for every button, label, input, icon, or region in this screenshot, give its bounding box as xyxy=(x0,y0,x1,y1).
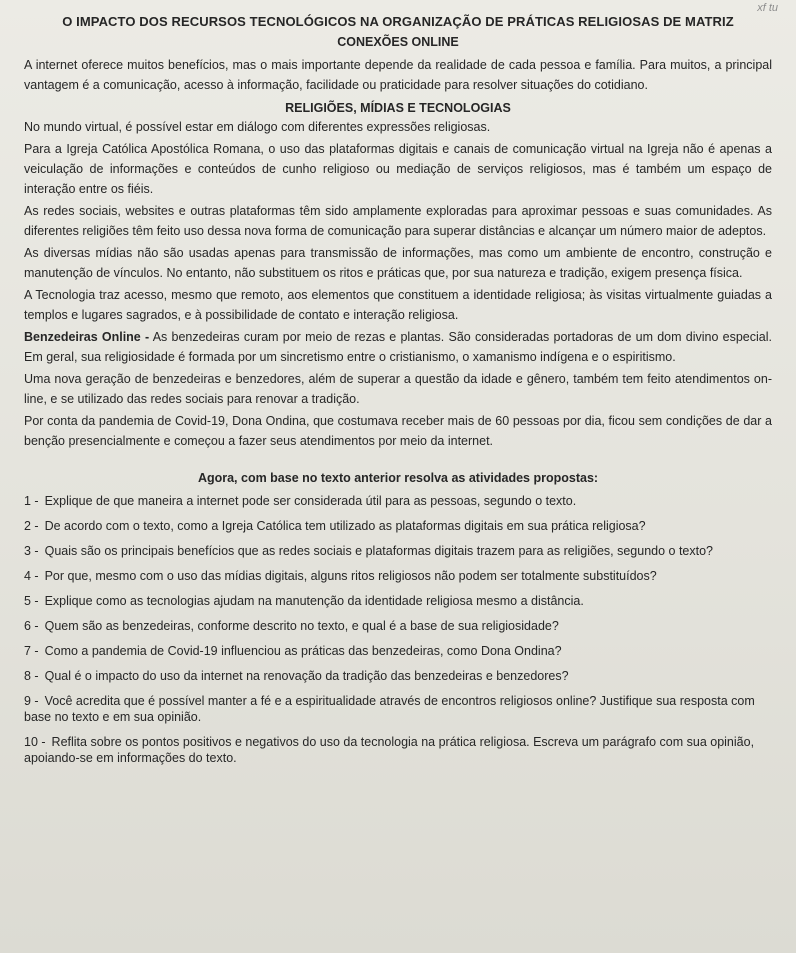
benzedeiras-text: As benzedeiras curam por meio de rezas e plantas. São consideradas portadoras de um dom divino especial. Em geral, sua religiosidade é formada por um sincretismo entre o cristianismo, o xamanismo indígena e o espiritismo. xyxy=(24,330,772,364)
body-paragraph: No mundo virtual, é possível estar em diálogo com diferentes expressões religiosas. xyxy=(24,120,491,134)
page-subtitle: CONEXÕES ONLINE xyxy=(337,35,459,49)
question-list xyxy=(24,493,772,766)
benzedeiras-paragraph xyxy=(24,327,772,367)
question-number: 3 - xyxy=(24,544,39,558)
handwritten-scribble: xf tu xyxy=(757,2,778,14)
question-number: 9 - xyxy=(24,694,39,708)
body-paragraph: As redes sociais, websites e outras plataformas têm sido amplamente exploradas para aproximar pessoas e suas comunidades. As diferentes religiões têm feito uso dessa nova forma de comunicação para superar distâncias e alcançar um número maior de adeptos. xyxy=(24,204,772,238)
question-number: 2 - xyxy=(24,519,39,533)
question-text: Explique de que maneira a internet pode ser considerada útil para as pessoas, segundo o texto. xyxy=(44,494,577,508)
question-text: Você acredita que é possível manter a fé e a espiritualidade através de encontros religiosos online? Justifique sua resposta com base no texto e em sua opinião. xyxy=(24,694,755,724)
body-paragraph: As diversas mídias não são usadas apenas para transmissão de informações, mas como um ambiente de encontro, construção e manutenção de vínculos. No entanto, não substituem os ritos e práticas que, por sua natureza e tradição, exigem presença física. xyxy=(24,246,772,280)
question-text: Qual é o impacto do uso da internet na renovação da tradição das benzedeiras e benzedores? xyxy=(44,669,569,683)
question-text: Como a pandemia de Covid-19 influenciou as práticas das benzedeiras, como Dona Ondina? xyxy=(44,644,562,658)
question-item xyxy=(24,643,772,659)
question-number: 10 - xyxy=(24,735,46,749)
question-text: Quem são as benzedeiras, conforme descrito no texto, e qual é a base de sua religiosidade? xyxy=(44,619,559,633)
question-number: 7 - xyxy=(24,644,39,658)
question-item xyxy=(24,493,772,509)
question-number: 6 - xyxy=(24,619,39,633)
question-text: Por que, mesmo com o uso das mídias digitais, alguns ritos religiosos não podem ser totalmente substituídos? xyxy=(44,569,657,583)
question-item xyxy=(24,518,772,534)
question-item xyxy=(24,668,772,684)
question-text: Quais são os principais benefícios que as redes sociais e plataformas digitais trazem para as religiões, segundo o texto? xyxy=(44,544,714,558)
question-number: 5 - xyxy=(24,594,39,608)
intro-paragraph: A internet oferece muitos benefícios, mas o mais importante depende da realidade de cada pessoa e família. Para muitos, a principal vantagem é a comunicação, acesso à informação, facilidade ou praticidade para resolver situações do cotidiano. xyxy=(24,58,772,92)
question-text: Explique como as tecnologias ajudam na manutenção da identidade religiosa mesmo a distância. xyxy=(44,594,584,608)
question-item xyxy=(24,734,772,766)
body-paragraph: Por conta da pandemia de Covid-19, Dona Ondina, que costumava receber mais de 60 pessoas por dia, ficou sem condições de dar a benção presencialmente e começou a fazer seus atendimentos por meio da internet. xyxy=(24,414,772,448)
question-item xyxy=(24,568,772,584)
body-paragraph: Para a Igreja Católica Apostólica Romana, o uso das plataformas digitais e canais de comunicação virtual na Igreja não é apenas a veiculação de informações e conteúdos de cunho religioso ou mediação de serviços religiosos, mas é também um espaço de interação entre os fiéis. xyxy=(24,142,772,196)
page-title: O IMPACTO DOS RECURSOS TECNOLÓGICOS NA ORGANIZAÇÃO DE PRÁTICAS RELIGIOSAS DE MATRIZ xyxy=(62,14,734,29)
question-number: 4 - xyxy=(24,569,39,583)
question-text: Reflita sobre os pontos positivos e negativos do uso da tecnologia na prática religiosa. Escreva um parágrafo com sua opinião, apoiando-se em informações do texto. xyxy=(24,735,755,765)
section-title: RELIGIÕES, MÍDIAS E TECNOLOGIAS xyxy=(285,101,511,115)
activity-instruction: Agora, com base no texto anterior resolva as atividades propostas: xyxy=(197,471,599,485)
question-item xyxy=(24,593,772,609)
question-item xyxy=(24,543,772,559)
benzedeiras-lead: Benzedeiras Online - xyxy=(24,330,150,344)
question-item xyxy=(24,693,772,725)
question-number: 8 - xyxy=(24,669,39,683)
body-paragraph: Uma nova geração de benzedeiras e benzedores, além de superar a questão da idade e gênero, também tem feito atendimentos on-line, e se utilizado das redes sociais para renovar a tradição. xyxy=(24,372,772,406)
question-item xyxy=(24,618,772,634)
question-text: De acordo com o texto, como a Igreja Católica tem utilizado as plataformas digitais em sua prática religiosa? xyxy=(44,519,646,533)
body-paragraph: A Tecnologia traz acesso, mesmo que remoto, aos elementos que constituem a identidade religiosa; às visitas virtualmente guiadas a templos e lugares sagrados, e à possibilidade de contato e interação religiosa. xyxy=(24,288,772,322)
question-number: 1 - xyxy=(24,494,39,508)
